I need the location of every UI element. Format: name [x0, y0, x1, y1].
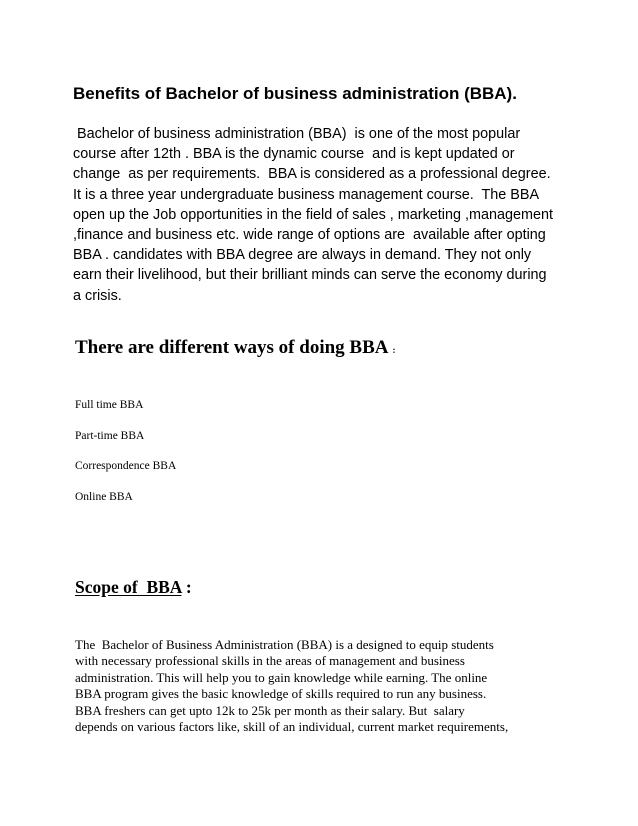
scope-paragraph	[75, 637, 595, 735]
intro-line: Bachelor of business administration (BBA) is one of the most popular	[73, 126, 521, 142]
document-title: Benefits of Bachelor of business administration (BBA).	[73, 84, 517, 103]
scope-heading-text: Scope of BBA	[75, 577, 182, 597]
intro-line: earn their livelihood, but their brilliant minds can serve the economy during	[73, 267, 547, 284]
scope-heading-colon: :	[181, 577, 192, 597]
scope-line: The Bachelor of Business Administration (BBA) is a designed to equip students	[75, 637, 494, 652]
intro-line: a crisis.	[73, 287, 122, 304]
ways-list	[75, 398, 176, 520]
list-item: Online BBA	[75, 490, 133, 503]
intro-line: BBA . candidates with BBA degree are always in demand. They not only	[73, 247, 532, 264]
intro-line: change as per requirements. BBA is considered as a professional degree.	[73, 166, 551, 183]
intro-line: It is a three year undergraduate business management course. The BBA	[73, 186, 540, 203]
ways-heading-text: There are different ways of doing BBA	[75, 337, 389, 358]
intro-line: course after 12th . BBA is the dynamic course and is kept updated or	[73, 146, 515, 163]
ways-heading-colon: :	[392, 345, 396, 355]
scope-line: administration. This will help you to gain knowledge while earning. The online	[75, 669, 488, 685]
list-item: Part-time BBA	[75, 429, 145, 442]
scope-line: depends on various factors like, skill of an individual, current market requirements,	[75, 718, 509, 734]
list-item: Correspondence BBA	[75, 460, 177, 472]
list-item: Full time BBA	[75, 399, 144, 411]
intro-paragraph	[73, 124, 593, 306]
intro-line: ,finance and business etc. wide range of options are available after opting	[73, 226, 546, 243]
scope-line: with necessary professional skills in the areas of management and business	[75, 653, 465, 669]
scope-heading	[75, 576, 192, 598]
ways-heading	[75, 336, 396, 362]
scope-line: BBA program gives the basic knowledge of skills required to run any business.	[75, 686, 487, 702]
scope-line: BBA freshers can get upto 12k to 25k per month as their salary. But salary	[75, 702, 465, 718]
intro-line: open up the Job opportunities in the field of sales , marketing ,management	[73, 206, 553, 223]
